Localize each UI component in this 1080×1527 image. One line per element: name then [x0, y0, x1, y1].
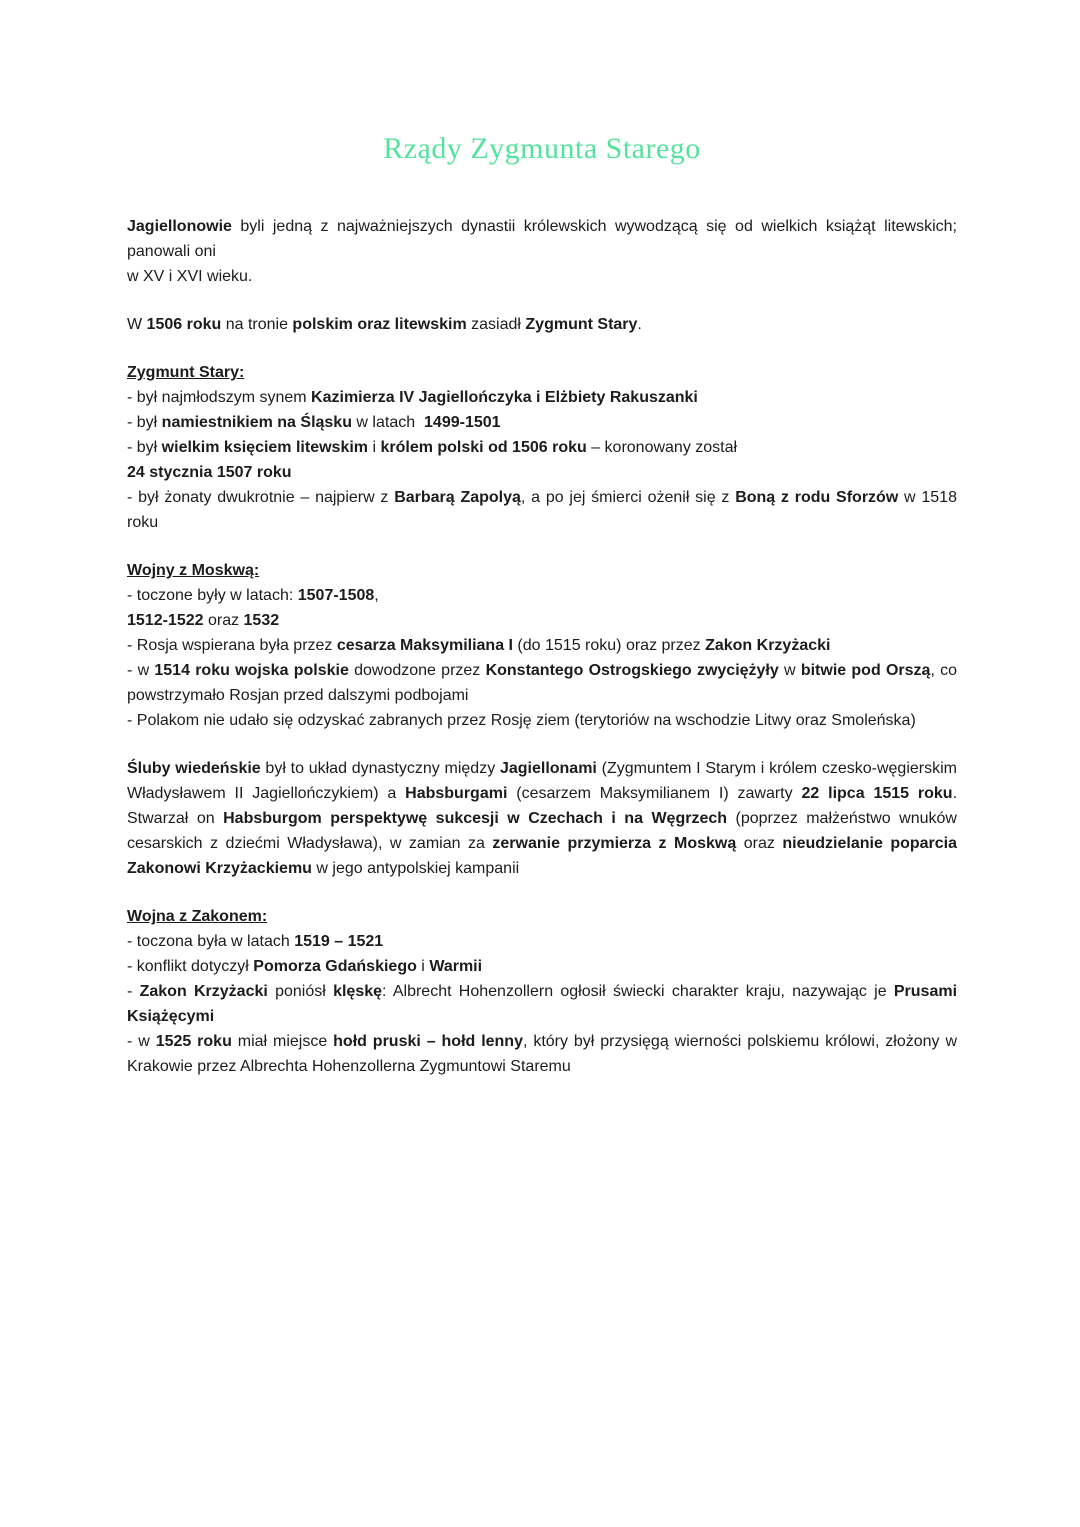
- text-run: nieudzielanie poparcia Zakonowi Krzyżackiemu: [127, 835, 962, 877]
- text-run: (do 1515 roku) oraz przez: [512, 637, 706, 654]
- bullet-polakom-nie-udalo: [127, 708, 957, 733]
- text-run: - w: [127, 1033, 156, 1050]
- throne-paragraph: [127, 312, 957, 337]
- text-run: Jagiellonami: [499, 760, 597, 777]
- text-run: - był: [127, 439, 162, 456]
- bullet-najmlodszy-syn: [127, 385, 957, 410]
- text-run: 1532: [243, 612, 280, 629]
- text-run: Zakon Krzyżacki: [705, 637, 831, 654]
- text-run: w 1518 roku: [127, 489, 962, 531]
- text-run: namiestnikiem na Śląsku: [161, 414, 352, 431]
- text-run: Zygmunt Stary:: [127, 364, 245, 381]
- text-run: ,: [374, 587, 379, 604]
- text-run: w jego antypolskiej kampanii: [311, 860, 520, 877]
- text-run: Wojna z Zakonem:: [127, 908, 268, 925]
- text-run: (cesarzem Maksymilianem I) zawarty: [507, 785, 802, 802]
- text-run: , który był przysięgą wierności polskiemu królowi, złożony w Krakowie przez Albrechta Hohenzollerna Zygmuntowi Staremu: [127, 1033, 962, 1075]
- text-run: królem polski od 1506 roku: [380, 439, 587, 456]
- text-run: Prusami Książęcymi: [127, 983, 962, 1025]
- text-run: Boną z rodu Sforzów: [735, 489, 899, 506]
- text-run: polskim oraz litewskim: [292, 316, 467, 333]
- text-run: był to układ dynastyczny między: [260, 760, 500, 777]
- text-run: Śluby wiedeńskie: [127, 760, 261, 777]
- text-run: , a po jej śmierci ożenił się z: [520, 489, 736, 506]
- bullet-zonaty: [127, 485, 962, 535]
- text-run: Kazimierza IV Jagiellończyka i Elżbiety Rakuszanki: [311, 389, 698, 406]
- document-title: Rządy Zygmunta Starego: [383, 132, 701, 165]
- text-run: 1507-1508: [297, 587, 375, 604]
- text-run: – koronowany został: [586, 439, 738, 456]
- text-run: 1519 – 1521: [294, 933, 384, 950]
- text-run: 1525 roku: [155, 1033, 232, 1050]
- text-run: : Albrecht Hohenzollern ogłosił świecki charakter kraju, nazywając je: [382, 983, 894, 1000]
- text-run: oraz: [736, 835, 783, 852]
- bullet-bitwa-pod-orsza: [127, 658, 962, 708]
- text-run: 1506 roku: [146, 316, 222, 333]
- text-run: W: [127, 316, 147, 333]
- text-run: miał miejsce: [231, 1033, 334, 1050]
- heading-wojna-z-zakonem: [127, 904, 957, 929]
- text-run: Konstantego Ostrogskiego zwyciężyły: [485, 662, 779, 679]
- bullet-namiestnik: [127, 410, 957, 435]
- text-run: Jagiellonowie: [127, 218, 232, 235]
- text-run: na tronie: [221, 316, 293, 333]
- text-run: bitwie pod Orszą: [800, 662, 931, 679]
- text-run: Pomorza Gdańskiego: [253, 958, 417, 975]
- bullet-kleska-zakonu: [127, 979, 962, 1029]
- bullet-hold-pruski: [127, 1029, 962, 1079]
- text-run: oraz: [203, 612, 244, 629]
- text-run: i: [416, 958, 430, 975]
- bullet-toczona-byla: [127, 929, 957, 954]
- text-run: poniósł: [267, 983, 334, 1000]
- text-run: - Polakom nie udało się odzyskać zabranych przez Rosję ziem (terytoriów na wschodzie Litwy oraz Smoleńska): [127, 712, 916, 729]
- text-run: w: [778, 662, 801, 679]
- text-run: 24 stycznia 1507 roku: [127, 464, 292, 481]
- text-run: Habsburgami: [405, 785, 508, 802]
- text-run: - Rosja wspierana była przez: [127, 637, 337, 654]
- text-run: , co powstrzymało Rosjan przed dalszymi podbojami: [127, 662, 962, 704]
- text-run: -: [127, 983, 140, 1000]
- text-run: cesarza Maksymiliana I: [336, 637, 513, 654]
- text-run: 22 lipca 1515 roku: [801, 785, 953, 802]
- text-run: w latach: [351, 414, 425, 431]
- text-run: hołd pruski – hołd lenny: [333, 1033, 523, 1050]
- text-run: 1514 roku wojska polskie: [154, 662, 349, 679]
- bullet-konflikt: [127, 954, 957, 979]
- text-run: - był najmłodszym synem: [127, 389, 312, 406]
- text-run: 1512-1522: [127, 612, 204, 629]
- text-run: - był żonaty dwukrotnie – najpierw z: [127, 489, 395, 506]
- text-run: byli jedną z najważniejszych dynastii królewskich wywodzącą się od wielkich książąt litewskich; panowali oni: [127, 218, 962, 260]
- text-run: klęskę: [333, 983, 383, 1000]
- text-run: Wojny z Moskwą:: [127, 562, 260, 579]
- text-run: dowodzone przez: [348, 662, 486, 679]
- text-run: i: [368, 439, 381, 456]
- heading-wojny-z-moskwa: [127, 558, 957, 583]
- text-run: (poprzez małżeństwo wnuków cesarskich z dziećmi Władysława), w zamian za: [127, 810, 962, 852]
- text-run: Barbarą Zapolyą: [394, 489, 521, 506]
- text-run: zasiadł: [466, 316, 526, 333]
- text-run: w XV i XVI wieku.: [127, 268, 253, 285]
- text-run: .: [637, 316, 642, 333]
- text-run: zerwanie przymierza z Moskwą: [492, 835, 737, 852]
- bullet-toczone-lata: [127, 583, 957, 633]
- text-run: (Zygmuntem I Starym i królem czesko-węgierskim Władysławem II Jagiellończykiem) a: [127, 760, 962, 802]
- text-run: Warmii: [429, 958, 483, 975]
- sluby-wiedenskie-paragraph: [127, 756, 962, 881]
- text-run: 1499-1501: [424, 414, 501, 431]
- text-run: - toczone były w latach:: [127, 587, 298, 604]
- text-run: - konflikt dotyczył: [127, 958, 254, 975]
- bullet-wielki-ksiaze: [127, 435, 957, 485]
- text-run: - w: [127, 662, 155, 679]
- text-run: Habsburgom perspektywę sukcesji w Czechach i na Węgrzech: [223, 810, 728, 827]
- text-run: wielkim księciem litewskim: [161, 439, 369, 456]
- document-body: [127, 214, 962, 1079]
- text-run: Zygmunt Stary: [525, 316, 638, 333]
- text-run: . Stwarzał on: [127, 785, 962, 827]
- text-run: - toczona była w latach: [127, 933, 295, 950]
- text-run: Zakon Krzyżacki: [139, 983, 268, 1000]
- intro-paragraph: [127, 214, 962, 289]
- heading-zygmunt-stary: [127, 360, 957, 385]
- text-run: - był: [127, 414, 162, 431]
- bullet-rosja-wspierana: [127, 633, 957, 658]
